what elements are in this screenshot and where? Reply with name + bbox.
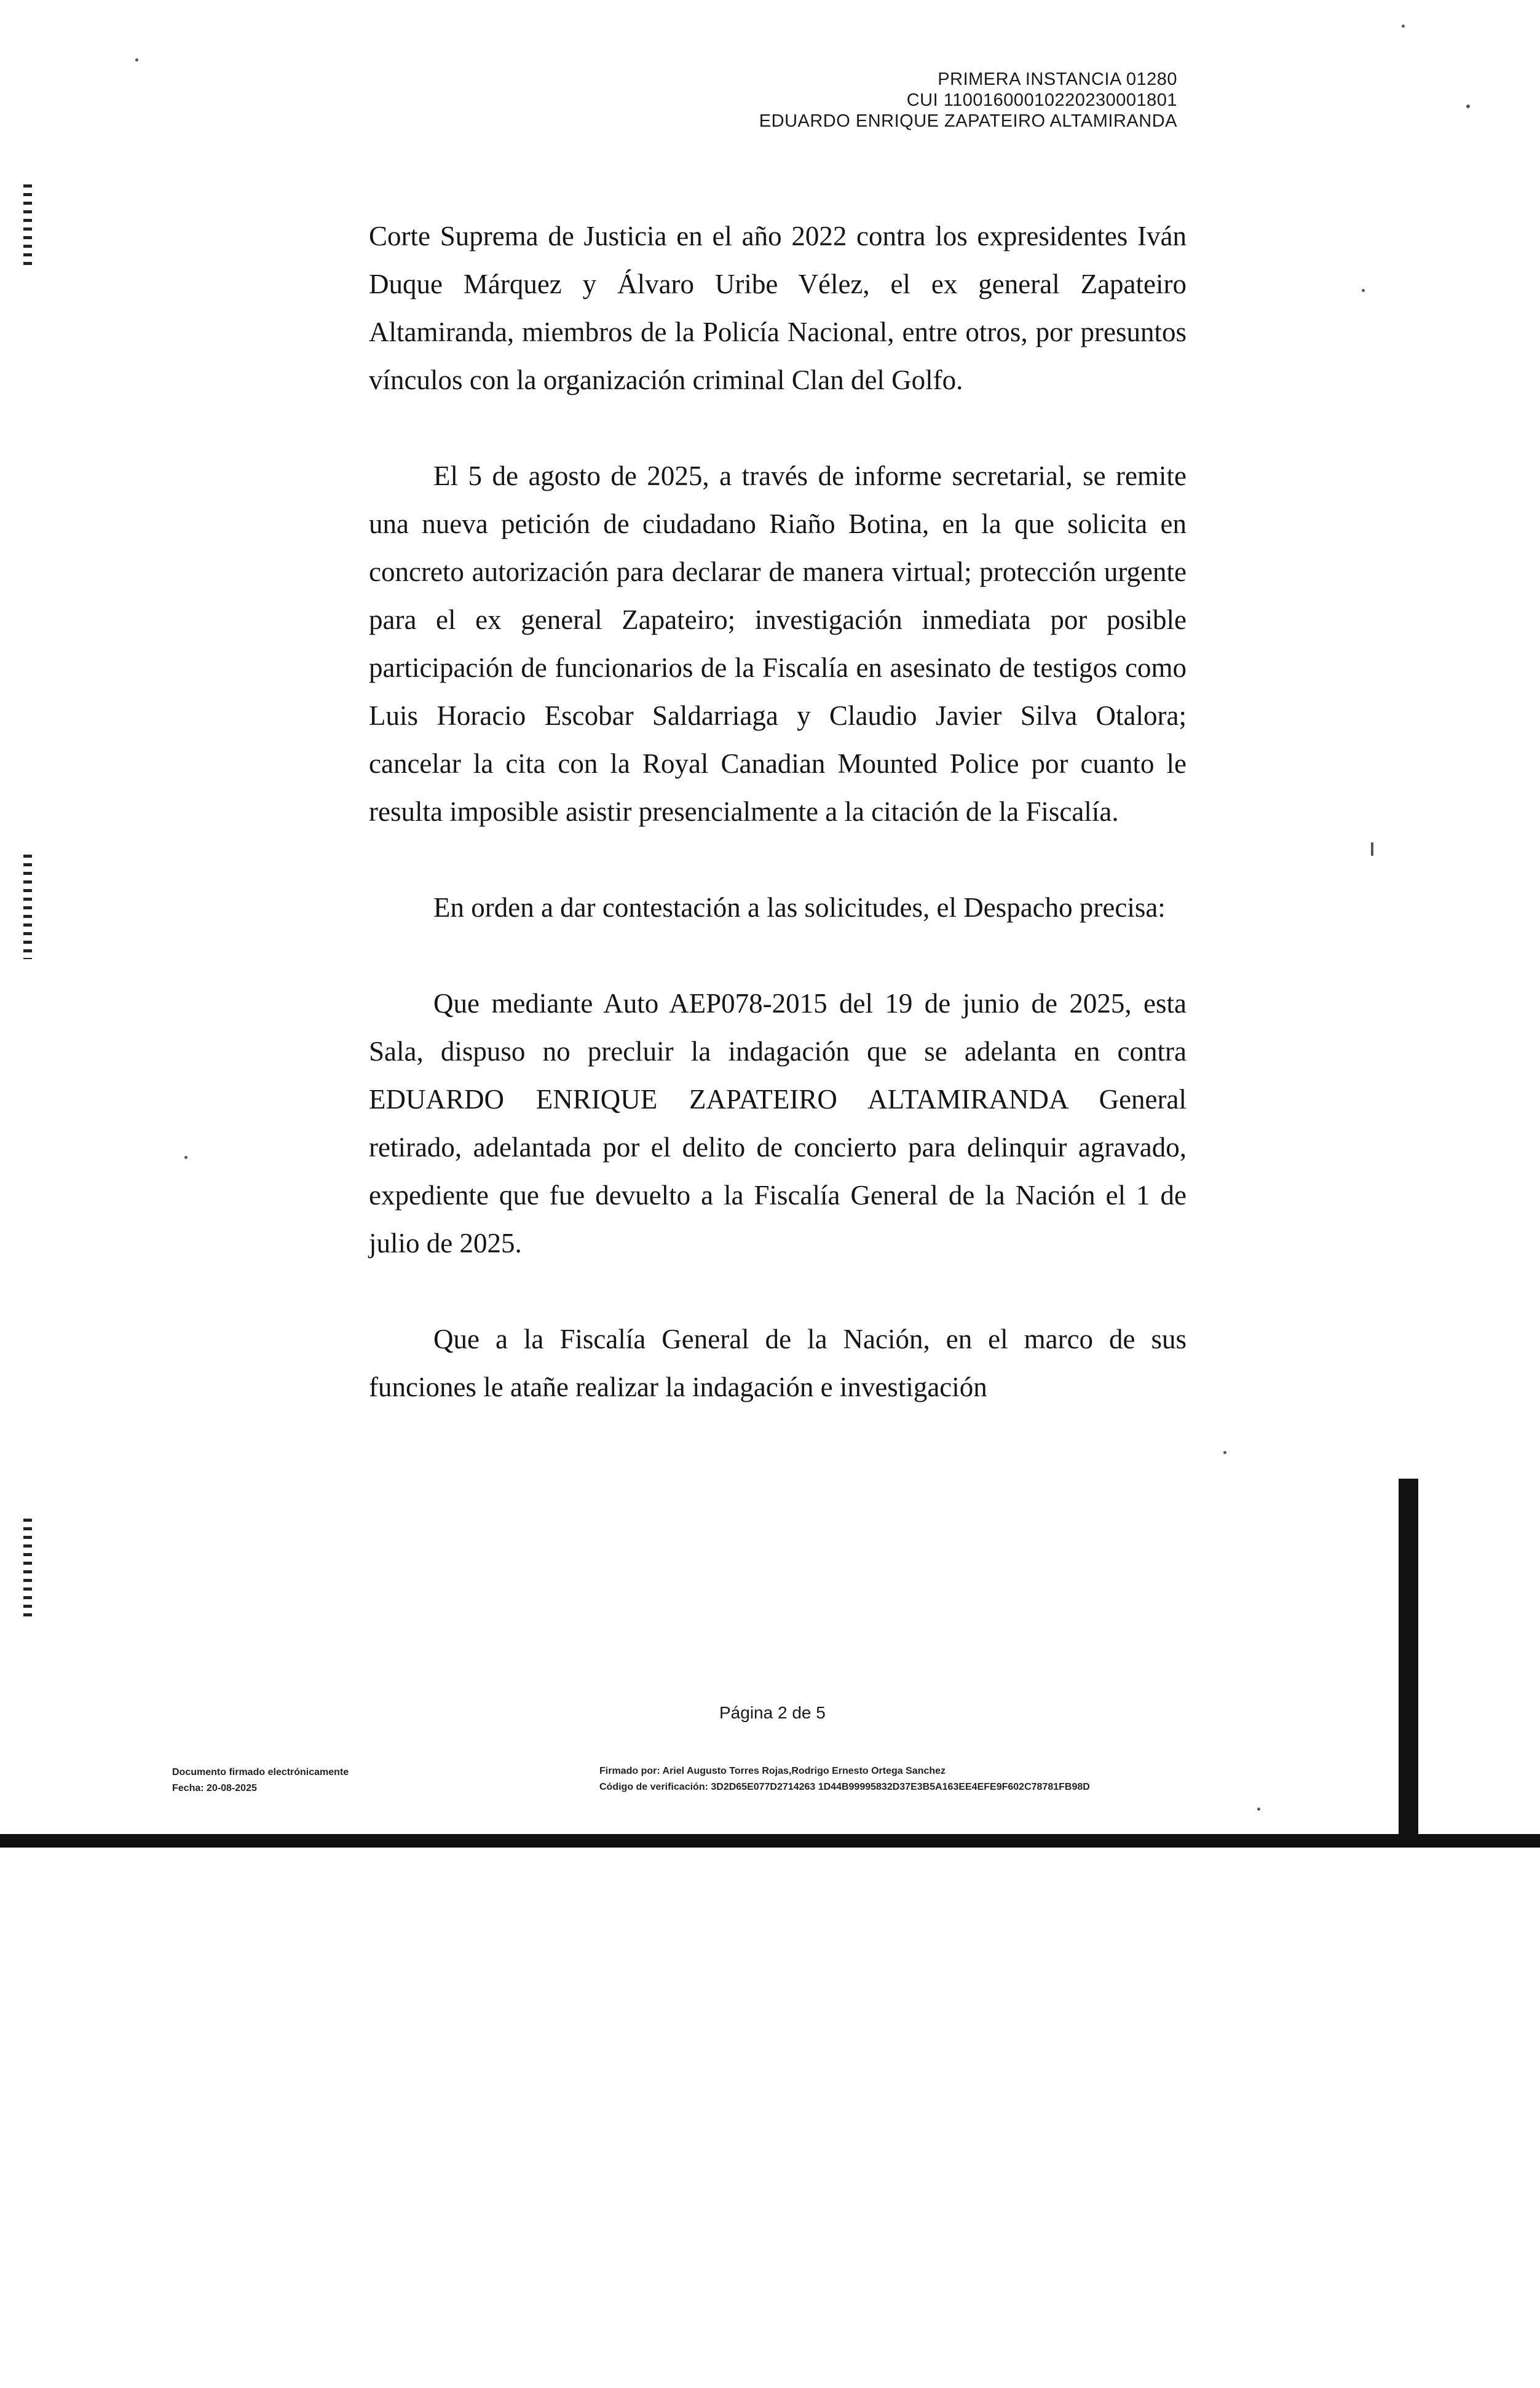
- scan-speck: [1402, 25, 1405, 28]
- paragraph-auto: Que mediante Auto AEP078-2015 del 19 de junio de 2025, esta Sala, dispuso no precluir la indagación que se adelanta en contra EDUARDO ENRIQUE ZAPATEIRO ALTAMIRANDA General retirado, adelantada por el delito de concierto para delinquir agravado, expediente que fue devuelto a la Fiscalía General de la Nación el 1 de julio de 2025.: [369, 988, 1187, 1259]
- scan-margin-mark: [23, 184, 32, 271]
- footer-verification-code: Código de verificación: 3D2D65E077D2714263 1D44B99995832D37E3B5A163EE4EFE9F602C78781FB98D: [599, 1782, 1090, 1792]
- case-header: [759, 69, 1177, 132]
- case-instance: PRIMERA INSTANCIA 01280: [938, 69, 1177, 89]
- scan-speck: [1257, 1808, 1260, 1811]
- scan-bottom-border: [0, 1834, 1540, 1848]
- scan-speck: [1371, 842, 1373, 856]
- scan-speck: [1362, 289, 1365, 292]
- footer-signature-status: [172, 1765, 349, 1797]
- footer-signed-by: Firmado por: Ariel Augusto Torres Rojas,Rodrigo Ernesto Ortega Sanchez: [599, 1766, 946, 1776]
- paragraph-petition: El 5 de agosto de 2025, a través de informe secretarial, se remite una nueva petición de ciudadano Riaño Botina, en la que solicita en concreto autorización para declarar de manera virtual; protección urgente para el ex general Zapateiro; investigación inmediata por posible participación de funcionarios de la Fiscalía en asesinato de testigos como Luis Horacio Escobar Saldarriaga y Claudio Javier Silva Otalora; cancelar la cita con la Royal Canadian Mounted Police por cuanto le resulta imposible asistir presencialmente a la citación de la Fiscalía.: [369, 461, 1187, 827]
- footer-signers: [599, 1763, 1090, 1795]
- paragraph-fiscalia: Que a la Fiscalía General de la Nación, en el marco de sus funciones le atañe realizar la indagación e investigación: [369, 1324, 1187, 1402]
- document-body: [369, 212, 1187, 1411]
- scan-speck: [1466, 105, 1470, 108]
- case-party: EDUARDO ENRIQUE ZAPATEIRO ALTAMIRANDA: [759, 111, 1177, 131]
- footer-date: Fecha: 20-08-2025: [172, 1783, 257, 1793]
- footer-doc-label: Documento firmado electrónicamente: [172, 1767, 349, 1777]
- case-cui: CUI 11001600010220230001801: [906, 90, 1177, 110]
- scan-speck: [184, 1156, 188, 1159]
- scan-margin-mark: [23, 855, 32, 959]
- page-number: Página 2 de 5: [719, 1703, 826, 1722]
- scan-margin-mark: [23, 1519, 32, 1617]
- paragraph-response-intro: En orden a dar contestación a las solicitudes, el Despacho precisa:: [433, 892, 1166, 923]
- scan-speck: [135, 58, 138, 61]
- paragraph-continuation: Corte Suprema de Justicia en el año 2022 contra los expresidentes Iván Duque Márquez y Álvaro Uribe Vélez, el ex general Zapateiro Altamiranda, miembros de la Policía Nacional, entre otros, por presuntos vínculos con la organización criminal Clan del Golfo.: [369, 221, 1187, 395]
- scan-speck: [1223, 1451, 1226, 1454]
- scan-side-mark: [1399, 1479, 1418, 1835]
